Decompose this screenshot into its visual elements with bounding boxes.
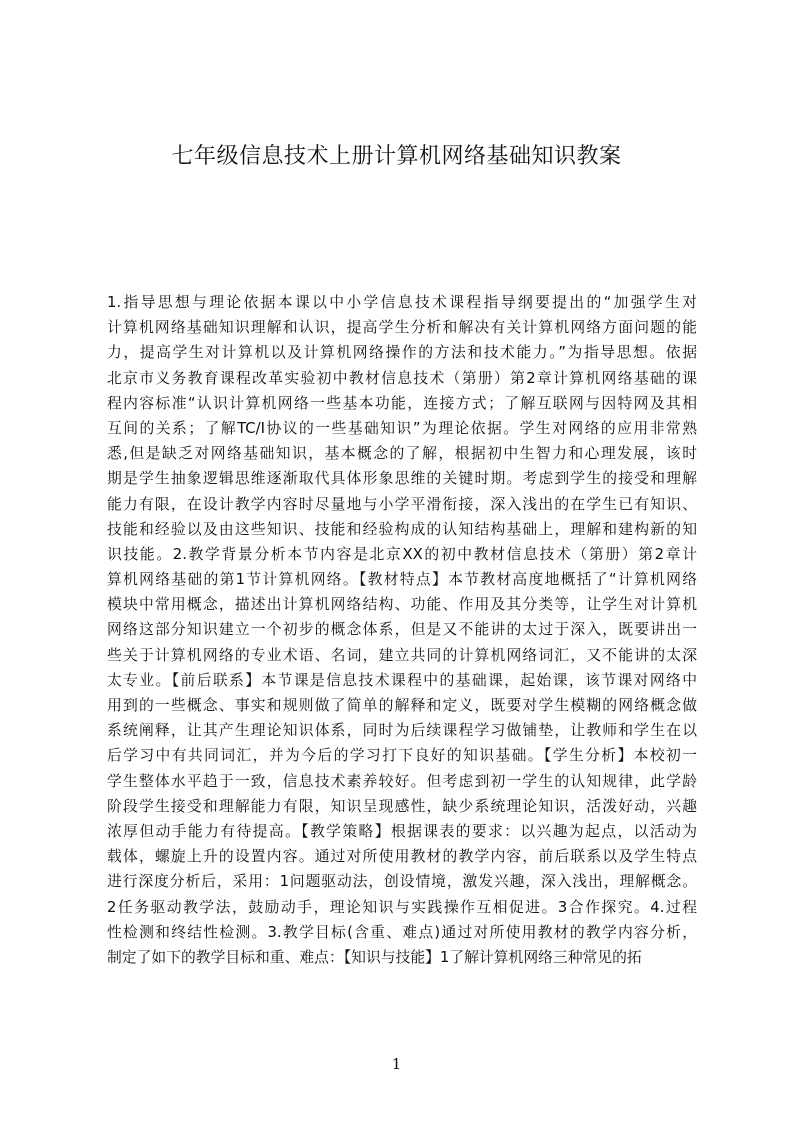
text-line: 进行深度分析后，采用：1问题驱动法，创设情境，激发兴趣，深入浅出，理解概念。 [107,873,697,891]
text-line: 程内容标准“认识计算机网络一些基本功能，连接方式；了解互联网与因特网及其相 [107,394,697,412]
text-line: 能力有限，在设计教学内容时尽量地与小学平滑衔接，深入浅出的在学生已有知识、 [107,495,697,513]
text-line: 浓厚但动手能力有待提高。【教学策略】根据课表的要求：以兴趣为起点，以活动为 [107,822,697,840]
text-line: 2任务驱动教学法，鼓励动手，理论知识与实践操作互相促进。3合作探究。4.过程 [107,898,697,916]
text-line: 算机网络基础的第1节计算机网络。【教材特点】本节教材高度地概括了“计算机网络 [107,571,697,589]
page-number: 1 [391,1055,402,1073]
text-line: 性检测和终结性检测。3.教学目标(含重、难点)通过对所使用教材的教学内容分析， [107,923,697,941]
document-title: 七年级信息技术上册计算机网络基础知识教案 [171,144,622,169]
text-line: 1.指导思想与理论依据本课以中小学信息技术课程指导纲要提出的“加强学生对 [107,294,697,311]
text-line: 后学习中有共同词汇，并为今后的学习打下良好的知识基础。【学生分析】本校初一 [107,747,697,765]
text-line: 期是学生抽象逻辑思维逐渐取代具体形象思维的关键时期。考虑到学生的接受和理解 [107,470,697,488]
text-line: 系统阐释，让其产生理论知识体系，同时为后续课程学习做铺垫，让教师和学生在以 [107,722,697,740]
text-line: 太专业。【前后联系】本节课是信息技术课程中的基础课，起始课，该节课对网络中 [107,671,697,689]
text-line: 悉,但是缺乏对网络基础知识，基本概念的了解，根据初中生智力和心理发展，该时 [107,445,697,463]
text-line: 力，提高学生对计算机以及计算机网络操作的方法和技术能力。”为指导思想。依据 [107,344,697,362]
text-line: 阶段学生接受和理解能力有限，知识呈现感性，缺少系统理论知识，活泼好动，兴趣 [107,797,697,815]
text-line: 制定了如下的教学目标和重、难点：【知识与技能】1了解计算机网络三种常见的拓 [107,948,642,966]
text-line: 模块中常用概念，描述出计算机网络结构、功能、作用及其分类等，让学生对计算机 [107,596,697,614]
text-line: 些关于计算机网络的专业术语、名词，建立共同的计算机网络词汇，又不能讲的太深 [107,646,697,664]
text-line: 北京市义务教育课程改革实验初中教材信息技术（第册）第2章计算机网络基础的课 [107,369,697,387]
text-line: 学生整体水平趋于一致，信息技术素养较好。但考虑到初一学生的认知规律，此学龄 [107,772,697,790]
text-line: 计算机网络基础知识理解和认识，提高学生分析和解决有关计算机网络方面问题的能 [107,319,697,337]
text-line: 技能和经验以及由这些知识、技能和经验构成的认知结构基础上，理解和建构新的知 [107,520,697,538]
text-line: 用到的一些概念、事实和规则做了简单的解释和定义，既要对学生模糊的网络概念做 [107,697,697,714]
body-text [107,290,697,970]
text-line: 载体，螺旋上升的设置内容。通过对所使用教材的教学内容，前后联系以及学生特点 [107,848,697,866]
text-line: 识技能。2.教学背景分析本节内容是北京XX的初中教材信息技术（第册）第2章计 [107,545,697,563]
text-line: 互间的关系；了解TC/I协议的一些基础知识”为理论依据。学生对网络的应用非常熟 [107,419,697,437]
text-line: 网络这部分知识建立一个初步的概念体系，但是又不能讲的太过于深入，既要讲出一 [107,621,697,639]
